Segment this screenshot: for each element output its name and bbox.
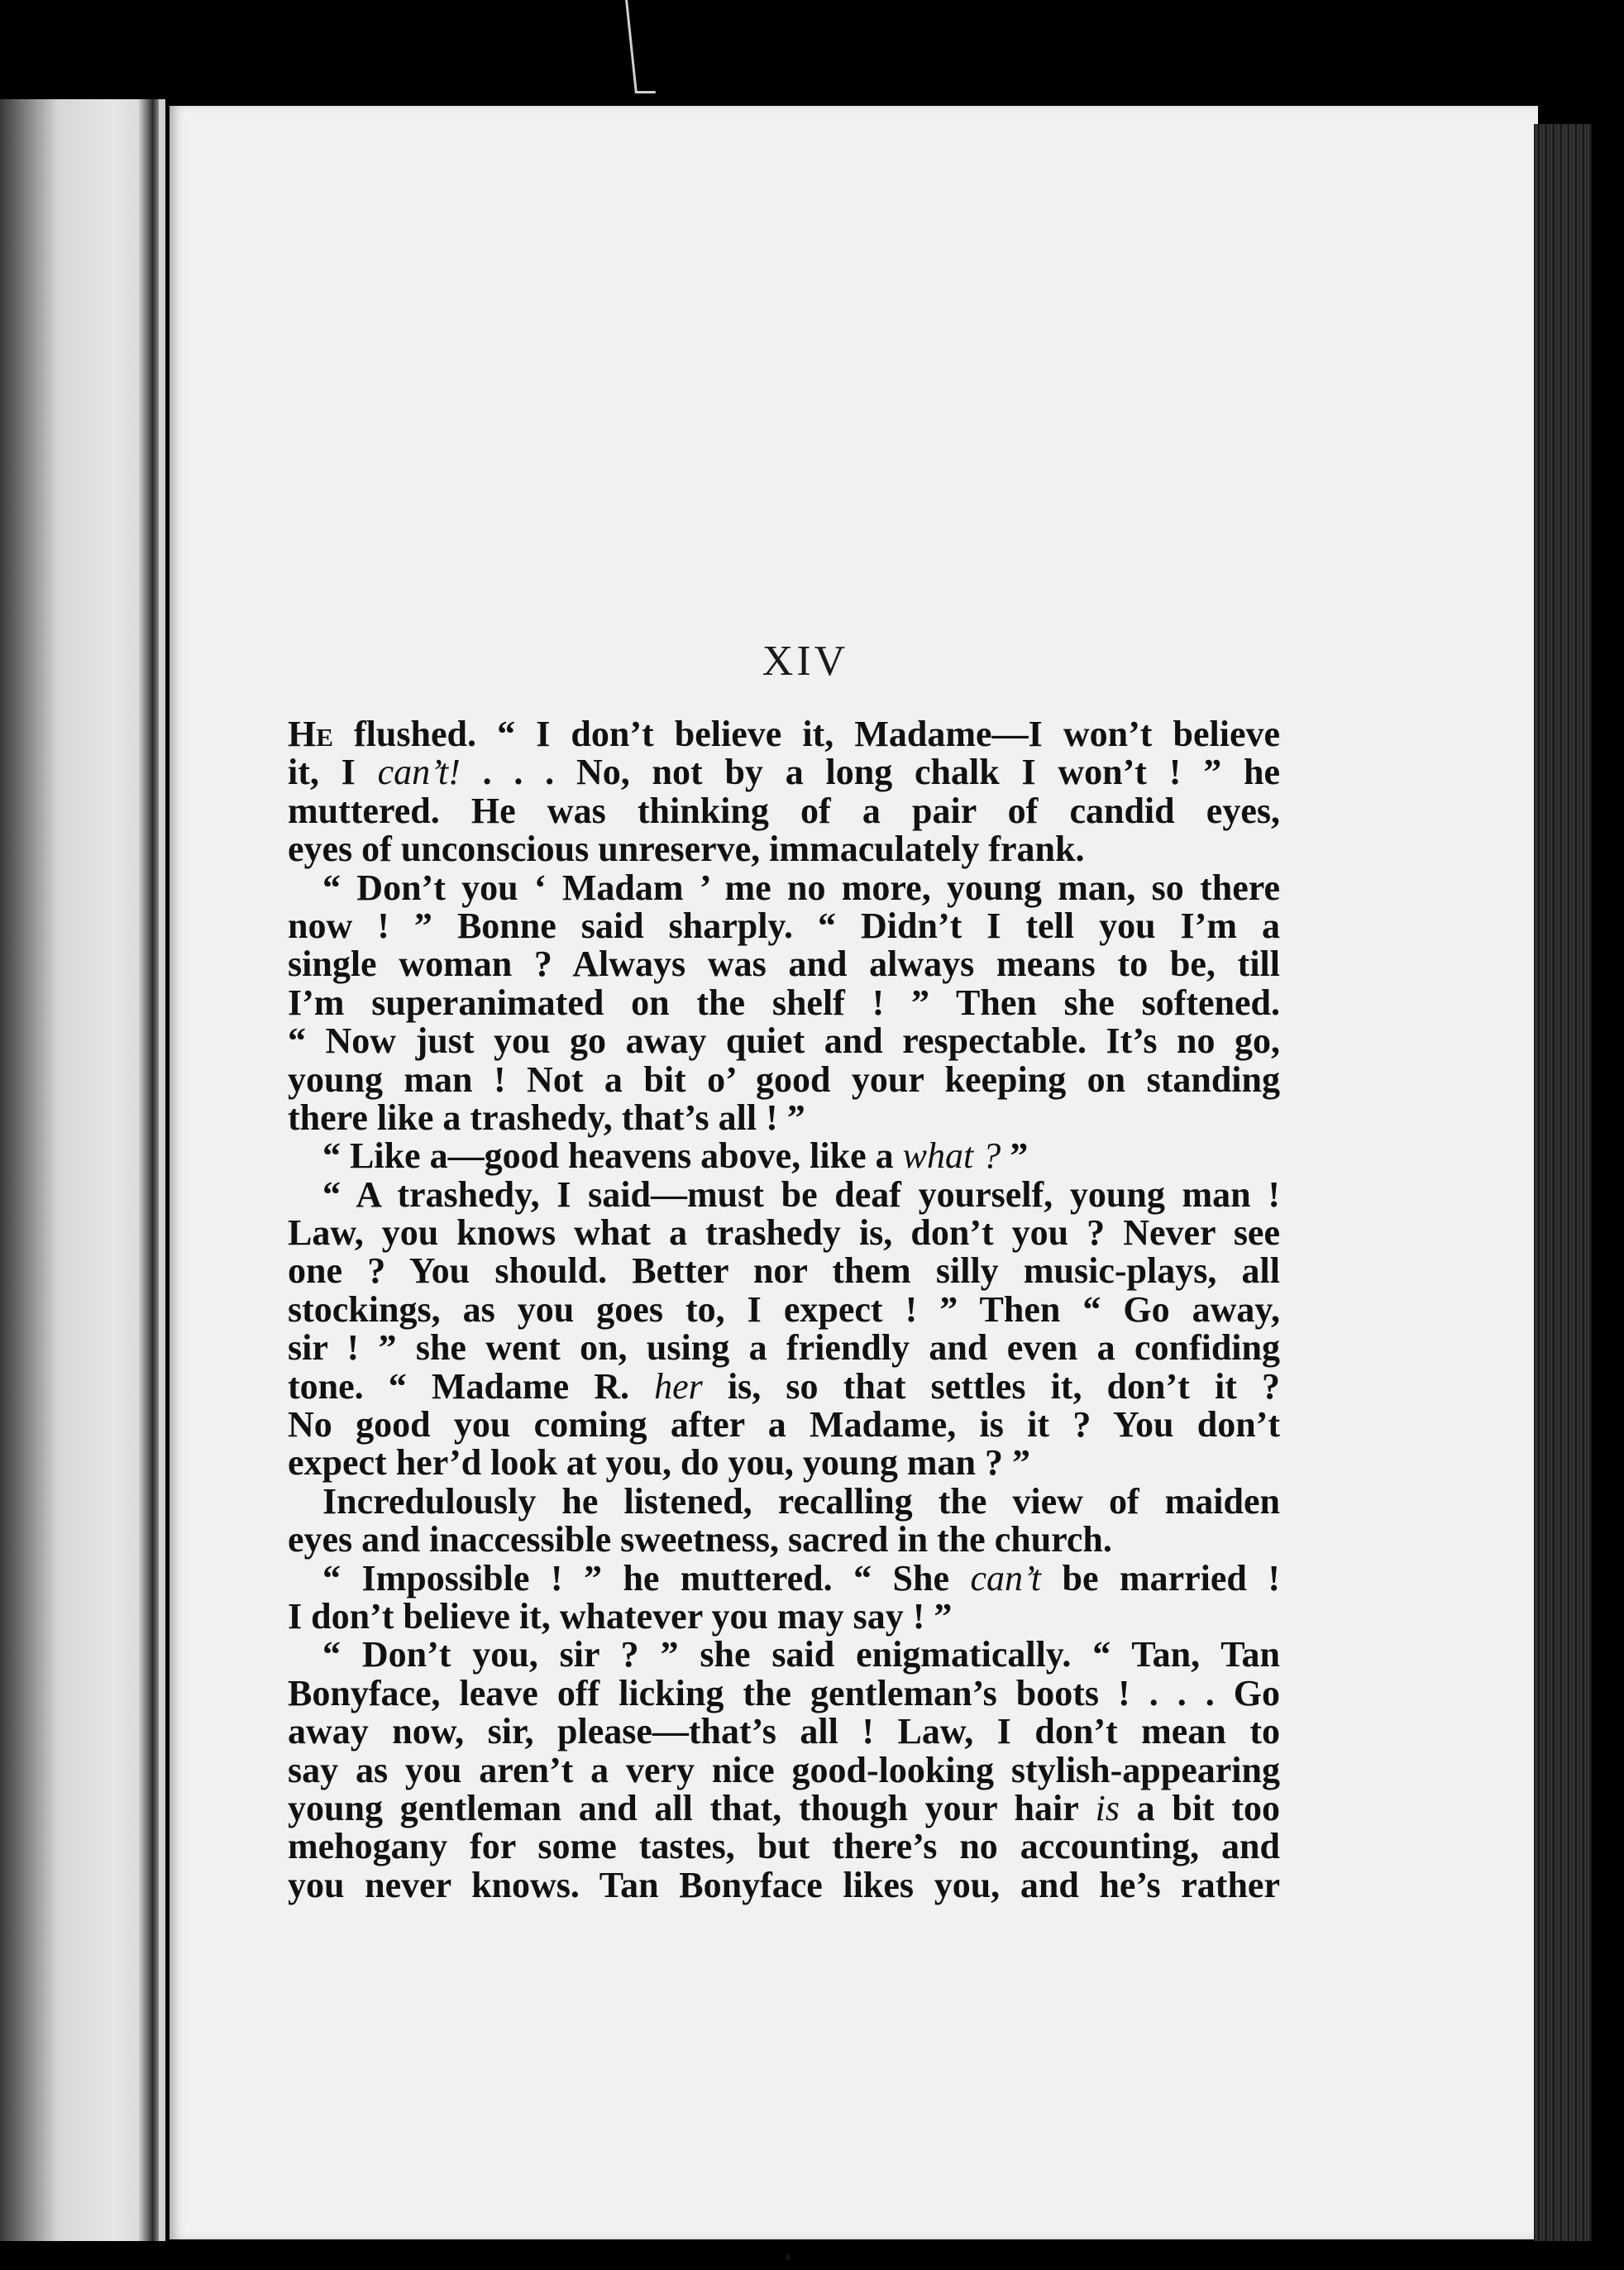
text-segment: . . . No, not by a long chalk I won’t ! ” he — [460, 752, 1280, 793]
text-segment: “ Impossible ! ” he muttered. “ She — [322, 1557, 971, 1599]
text-line — [288, 1365, 1280, 1407]
text-segment: a bit too — [1120, 1787, 1281, 1828]
text-segment: there like a trashedy, that’s all ! ” — [288, 1097, 805, 1138]
text-segment: No good you coming after a Madame, is it ? You don’t — [288, 1404, 1280, 1446]
text-segment: away now, sir, please—that’s all ! Law, I don’t mean to — [288, 1711, 1280, 1752]
text-segment: I’m superanimated on the shelf ! ” Then she softened. — [288, 982, 1280, 1023]
text-line — [288, 1329, 1280, 1367]
text-line — [288, 907, 1280, 945]
text-line — [288, 945, 1280, 983]
text-segment: say as you aren’t a very nice good-looking stylish-appearing — [288, 1749, 1280, 1790]
text-line — [288, 1480, 1280, 1522]
text-line — [288, 1751, 1280, 1790]
text-line — [288, 984, 1280, 1022]
text-segment: mehogany for some tastes, but there’s no accounting, and — [288, 1826, 1280, 1867]
text-segment: now ! ” Bonne said sharply. “ Didn’t I tell you I’m a — [288, 905, 1280, 946]
italic-emphasis: is — [1095, 1787, 1120, 1828]
text-segment: “ A trashedy, I said—must be deaf yourself, young man ! — [322, 1173, 1280, 1215]
text-segment: “ Don’t you, sir ? ” she said enigmatically. “ Tan, Tan — [322, 1634, 1280, 1675]
text-line — [288, 1636, 1280, 1674]
text-segment: be married ! — [1041, 1557, 1280, 1599]
text-line — [288, 753, 1280, 791]
text-line — [288, 869, 1280, 907]
text-line — [288, 830, 1280, 868]
text-segment: “ Don’t you ‘ Madam ’ me no more, young man, so there — [322, 867, 1280, 908]
text-segment: muttered. He was thinking of a pair of candid eyes, — [288, 790, 1280, 831]
text-segment: single woman ? Always was and always means to be, till — [288, 944, 1280, 985]
text-segment: “ Now just you go away quiet and respectable. It’s no go, — [288, 1020, 1280, 1062]
book-gutter — [139, 99, 159, 2241]
text-line — [288, 1022, 1280, 1060]
text-segment: stockings, as you goes to, I expect ! ” Then “ Go away, — [288, 1288, 1280, 1330]
binding-thread — [625, 0, 656, 93]
text-segment: is, so that settles it, don’t it ? — [702, 1365, 1280, 1407]
chapter-heading: XIV — [762, 638, 849, 685]
text-line — [288, 1252, 1280, 1290]
text-line — [288, 1787, 1281, 1828]
text-segment: expect her’d look at you, do you, young man ? ” — [288, 1442, 1030, 1484]
text-segment: you never knows. Tan Bonyface likes you, and he’s rather — [288, 1864, 1280, 1905]
text-line — [288, 1828, 1280, 1866]
text-segment: one ? You should. Better nor them silly music-plays, all — [288, 1250, 1280, 1292]
text-segment: eyes of unconscious unreserve, immaculately frank. — [288, 829, 1085, 870]
text-segment: I don’t believe it, whatever you may say ! ” — [288, 1595, 953, 1637]
text-line — [288, 1288, 1280, 1330]
text-line — [288, 792, 1280, 830]
text-segment: sir ! ” she went on, using a friendly and even a confiding — [288, 1327, 1280, 1369]
page-stack-edge — [1534, 124, 1592, 2241]
italic-emphasis: what ? — [902, 1135, 1001, 1177]
ink-speck — [786, 2253, 791, 2260]
text-line — [288, 1099, 1280, 1137]
small-caps-opening: He — [288, 714, 333, 754]
text-line — [288, 1406, 1280, 1444]
text-line — [288, 715, 1280, 753]
text-line — [288, 1672, 1280, 1713]
text-line — [288, 1061, 1280, 1099]
text-segment: “ Like a—good heavens above, like a — [322, 1135, 903, 1177]
body-text — [288, 715, 1280, 1904]
text-line — [288, 1173, 1280, 1215]
text-line — [288, 1444, 1280, 1482]
text-segment: flushed. “ I don’t believe it, Madame—I won’t believe — [332, 714, 1280, 754]
italic-emphasis: her — [654, 1365, 703, 1407]
text-line — [288, 1521, 1280, 1559]
text-segment: ” — [1001, 1135, 1029, 1177]
text-segment: young gentleman and all that, though your hair — [288, 1787, 1096, 1828]
text-segment: eyes and inaccessible sweetness, sacred in the church. — [288, 1519, 1112, 1560]
text-line — [288, 1713, 1280, 1751]
text-segment: Bonyface, leave off licking the gentleman’s boots ! . . . Go — [288, 1672, 1280, 1713]
text-segment: young man ! Not a bit o’ good your keeping on standing — [288, 1059, 1280, 1100]
text-segment: Incredulously he listened, recalling the view of maiden — [322, 1480, 1280, 1522]
text-segment: it, I — [288, 752, 378, 793]
text-segment: Law, you knows what a trashedy is, don’t you ? Never see — [288, 1212, 1280, 1254]
text-line — [288, 1137, 1280, 1175]
italic-emphasis: can’t — [970, 1557, 1042, 1599]
italic-emphasis: can’t! — [377, 752, 461, 793]
text-line — [288, 1595, 1280, 1637]
text-line — [288, 1866, 1280, 1904]
text-line — [288, 1214, 1280, 1252]
text-segment: tone. “ Madame R. — [288, 1365, 655, 1407]
text-line — [288, 1557, 1280, 1599]
